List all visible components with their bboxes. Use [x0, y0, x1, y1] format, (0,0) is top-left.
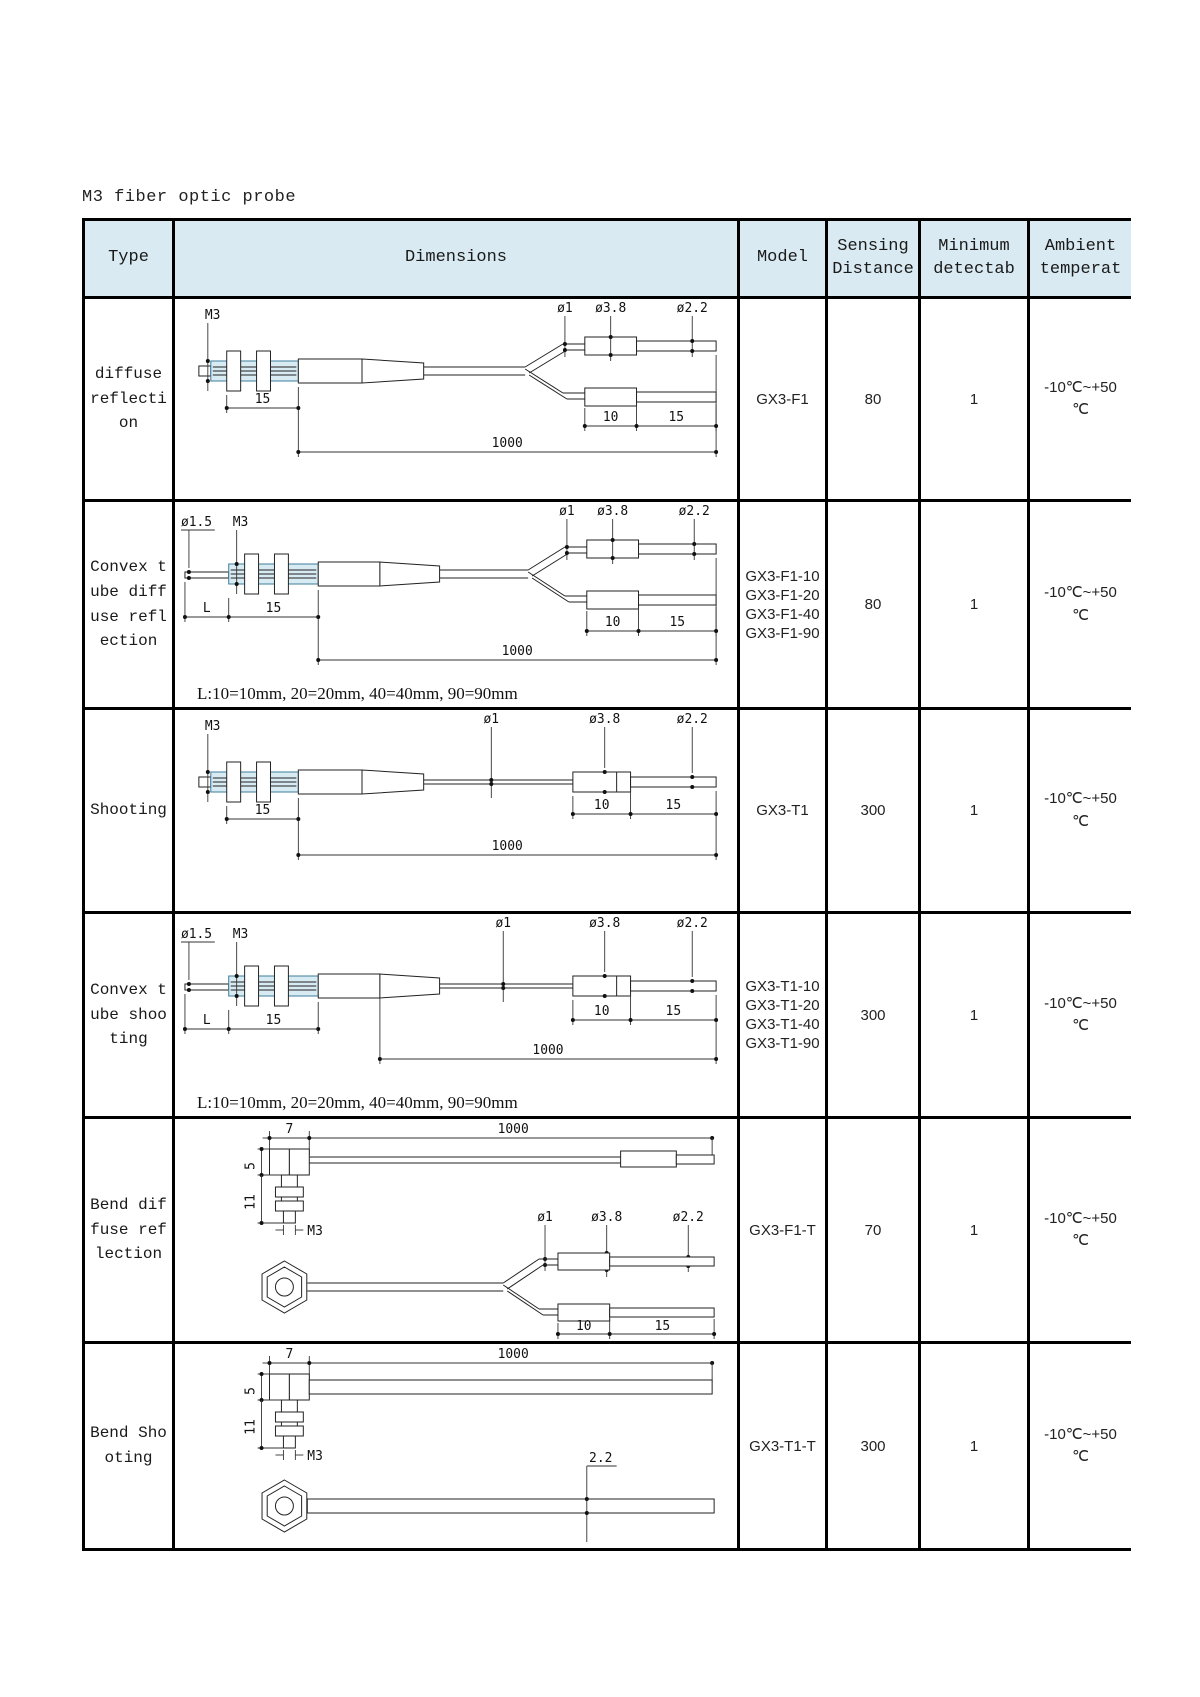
dim-label-dia1: ø1	[557, 300, 573, 317]
sensing-cell: 80	[828, 299, 921, 499]
minimum-cell: 1	[921, 299, 1030, 499]
ambient-range: -10℃~+50	[1044, 378, 1117, 396]
dim-label-dia1: ø1	[495, 915, 512, 932]
ambient-cell	[1030, 710, 1131, 911]
type-cell: Shooting	[85, 710, 175, 911]
ambient-range: -10℃~+50	[1044, 790, 1117, 807]
length-note: L:10=10mm, 20=20mm, 40=40mm, 90=90mm	[197, 1093, 518, 1112]
dim-label-total: 1000	[491, 838, 523, 855]
table-row	[85, 1116, 1131, 1341]
dim-label-total: 1000	[501, 643, 533, 660]
dim-label-seg15: 15	[654, 1318, 671, 1335]
header-dimensions-label: Dimensions	[404, 248, 508, 268]
ambient-cell	[1030, 1119, 1131, 1341]
dim-label-seg15: 15	[669, 614, 686, 631]
ambient-unit: ℃	[1072, 1232, 1089, 1249]
dim-label-dia38: ø3.8	[595, 300, 627, 317]
ambient-unit: ℃	[1072, 606, 1089, 624]
header-minimum-line1: Minimum	[938, 237, 1010, 257]
dimensions-cell	[175, 914, 740, 1116]
type-cell: Convex tube shooting	[85, 914, 175, 1116]
minimum-cell: 1	[921, 914, 1030, 1116]
ambient-range: -10℃~+50	[1044, 1209, 1117, 1227]
dim-label-total: 1000	[491, 435, 523, 452]
model-name: GX3-T1-T	[749, 1437, 816, 1455]
dim-label-dia22: ø2.2	[676, 915, 708, 932]
length-note: L:10=10mm, 20=20mm, 40=40mm, 90=90mm	[197, 684, 518, 703]
type-cell: Bend Shooting	[85, 1344, 175, 1548]
model-cell	[740, 914, 828, 1116]
table-header-row	[85, 221, 1131, 296]
dimension-drawing-bend-shooting	[175, 1344, 737, 1548]
header-minimum-line2: detectab	[933, 259, 1015, 279]
ambient-range: -10℃~+50	[1044, 994, 1117, 1012]
minimum-cell: 1	[921, 710, 1030, 911]
sensing-cell: 300	[828, 1344, 921, 1548]
dim-label-m3: M3	[204, 307, 221, 324]
ambient-unit: ℃	[1072, 401, 1089, 418]
dim-label-dia38: ø3.8	[589, 915, 621, 932]
table-row	[85, 1341, 1131, 1548]
dimension-drawing-shooting	[175, 710, 737, 911]
minimum-cell: 1	[921, 1344, 1030, 1548]
ambient-unit: ℃	[1072, 1448, 1089, 1465]
dim-label-seg15: 15	[665, 1003, 682, 1020]
sensing-cell: 300	[828, 914, 921, 1116]
dim-label-m3: M3	[307, 1448, 323, 1465]
header-type: Type	[85, 221, 175, 296]
dimensions-cell	[175, 299, 740, 499]
header-dimensions	[175, 221, 740, 296]
model-cell	[740, 710, 828, 911]
dim-label-h5: 5	[243, 1387, 259, 1395]
dim-label-seg10: 10	[593, 797, 610, 814]
ambient-range: -10℃~+50	[1044, 584, 1117, 601]
dim-label-h11: 11	[243, 1419, 259, 1435]
model-name: GX3-T1-90	[745, 1035, 820, 1052]
model-name: GX3-T1-40	[745, 1016, 820, 1033]
dim-label-w7: 7	[285, 1121, 294, 1138]
model-name: GX3-T1-20	[745, 997, 820, 1014]
dim-label-thread: 15	[254, 391, 271, 408]
ambient-unit: ℃	[1072, 1017, 1089, 1034]
model-name: GX3-F1-90	[745, 624, 820, 642]
dimension-drawing-bend-diffuse	[175, 1119, 737, 1341]
dim-label-dia22: ø2.2	[678, 503, 710, 520]
dim-label-dia22: ø2.2	[672, 1209, 704, 1226]
dim-label-dia22: 2.2	[589, 1450, 613, 1467]
dim-label-seg10: 10	[593, 1003, 610, 1020]
model-name: GX3-F1-40	[745, 605, 820, 623]
dimensions-cell	[175, 1344, 740, 1548]
dim-label-h11: 11	[243, 1194, 259, 1210]
model-cell	[740, 299, 828, 499]
dim-label-w7: 7	[285, 1346, 294, 1363]
sensing-cell: 300	[828, 710, 921, 911]
dimensions-cell	[175, 710, 740, 911]
sensing-cell: 80	[828, 502, 921, 707]
ambient-cell	[1030, 299, 1131, 499]
header-minimum	[921, 221, 1030, 296]
ambient-cell	[1030, 1344, 1131, 1548]
dim-label-thread: 15	[265, 600, 282, 617]
dim-label-dia1: ø1	[559, 503, 575, 520]
dim-label-seg15: 15	[665, 797, 682, 814]
header-sensing	[828, 221, 921, 296]
header-sensing-line2: Distance	[832, 259, 914, 279]
page-title: M3 fiber optic probe	[82, 188, 297, 207]
table-row	[85, 911, 1131, 1116]
dimension-drawing-diffuse-reflection	[175, 299, 737, 499]
model-name: GX3-F1-20	[745, 586, 820, 604]
type-cell: diffuse reflection	[85, 299, 175, 499]
spec-table	[82, 218, 1131, 1551]
table-row	[85, 707, 1131, 911]
dim-label-L: L	[202, 600, 211, 617]
dim-label-seg10: 10	[602, 409, 619, 426]
header-sensing-line1: Sensing	[837, 237, 909, 257]
dimension-drawing-convex-diffuse	[175, 502, 737, 707]
dim-label-dia38: ø3.8	[597, 503, 629, 520]
type-cell: Convex tube diffuse reflection	[85, 502, 175, 707]
dimension-drawing-convex-shooting	[175, 914, 737, 1116]
dim-label-m3: M3	[232, 514, 249, 531]
model-name: GX3-F1-T	[749, 1221, 816, 1239]
minimum-cell: 1	[921, 1119, 1030, 1341]
dim-label-total: 1000	[497, 1346, 529, 1363]
model-name: GX3-T1-10	[745, 978, 820, 995]
dim-label-thread: 15	[254, 802, 271, 819]
dim-label-dia38: ø3.8	[589, 711, 621, 728]
dim-label-m3: M3	[307, 1223, 323, 1240]
model-name: GX3-T1	[756, 802, 809, 819]
dim-label-total: 1000	[497, 1121, 529, 1138]
header-ambient	[1030, 221, 1131, 296]
dim-label-dia15: ø1.5	[180, 926, 213, 943]
model-name: GX3-F1-10	[745, 567, 820, 585]
ambient-cell	[1030, 502, 1131, 707]
dim-label-m3: M3	[232, 926, 249, 943]
dim-label-seg15: 15	[668, 409, 685, 426]
table-row	[85, 296, 1131, 499]
dim-label-dia38: ø3.8	[591, 1209, 623, 1226]
dim-label-thread: 15	[265, 1012, 282, 1029]
table-row	[85, 499, 1131, 707]
dim-label-seg10: 10	[604, 614, 621, 631]
type-cell: Bend diffuse reflection	[85, 1119, 175, 1341]
model-cell	[740, 1119, 828, 1341]
dimensions-cell	[175, 1119, 740, 1341]
model-name: GX3-F1	[756, 390, 809, 408]
model-cell	[740, 502, 828, 707]
ambient-unit: ℃	[1072, 812, 1089, 830]
dim-label-dia1: ø1	[537, 1209, 553, 1226]
header-ambient-line1: Ambient	[1044, 237, 1117, 257]
sensing-cell: 70	[828, 1119, 921, 1341]
ambient-cell	[1030, 914, 1131, 1116]
ambient-range: -10℃~+50	[1044, 1425, 1117, 1443]
header-model: Model	[740, 221, 828, 296]
minimum-cell: 1	[921, 502, 1030, 707]
header-ambient-line2: temperat	[1039, 259, 1122, 279]
dim-label-m3: M3	[204, 718, 221, 735]
model-cell	[740, 1344, 828, 1548]
dimensions-cell	[175, 502, 740, 707]
dim-label-h5: 5	[243, 1162, 259, 1170]
dim-label-total: 1000	[532, 1042, 564, 1059]
dim-label-dia22: ø2.2	[676, 711, 708, 728]
dim-label-L: L	[202, 1012, 211, 1029]
dim-label-dia15: ø1.5	[180, 514, 213, 531]
dim-label-seg10: 10	[576, 1318, 592, 1335]
dim-label-dia1: ø1	[483, 711, 500, 728]
dim-label-dia22: ø2.2	[676, 300, 708, 317]
